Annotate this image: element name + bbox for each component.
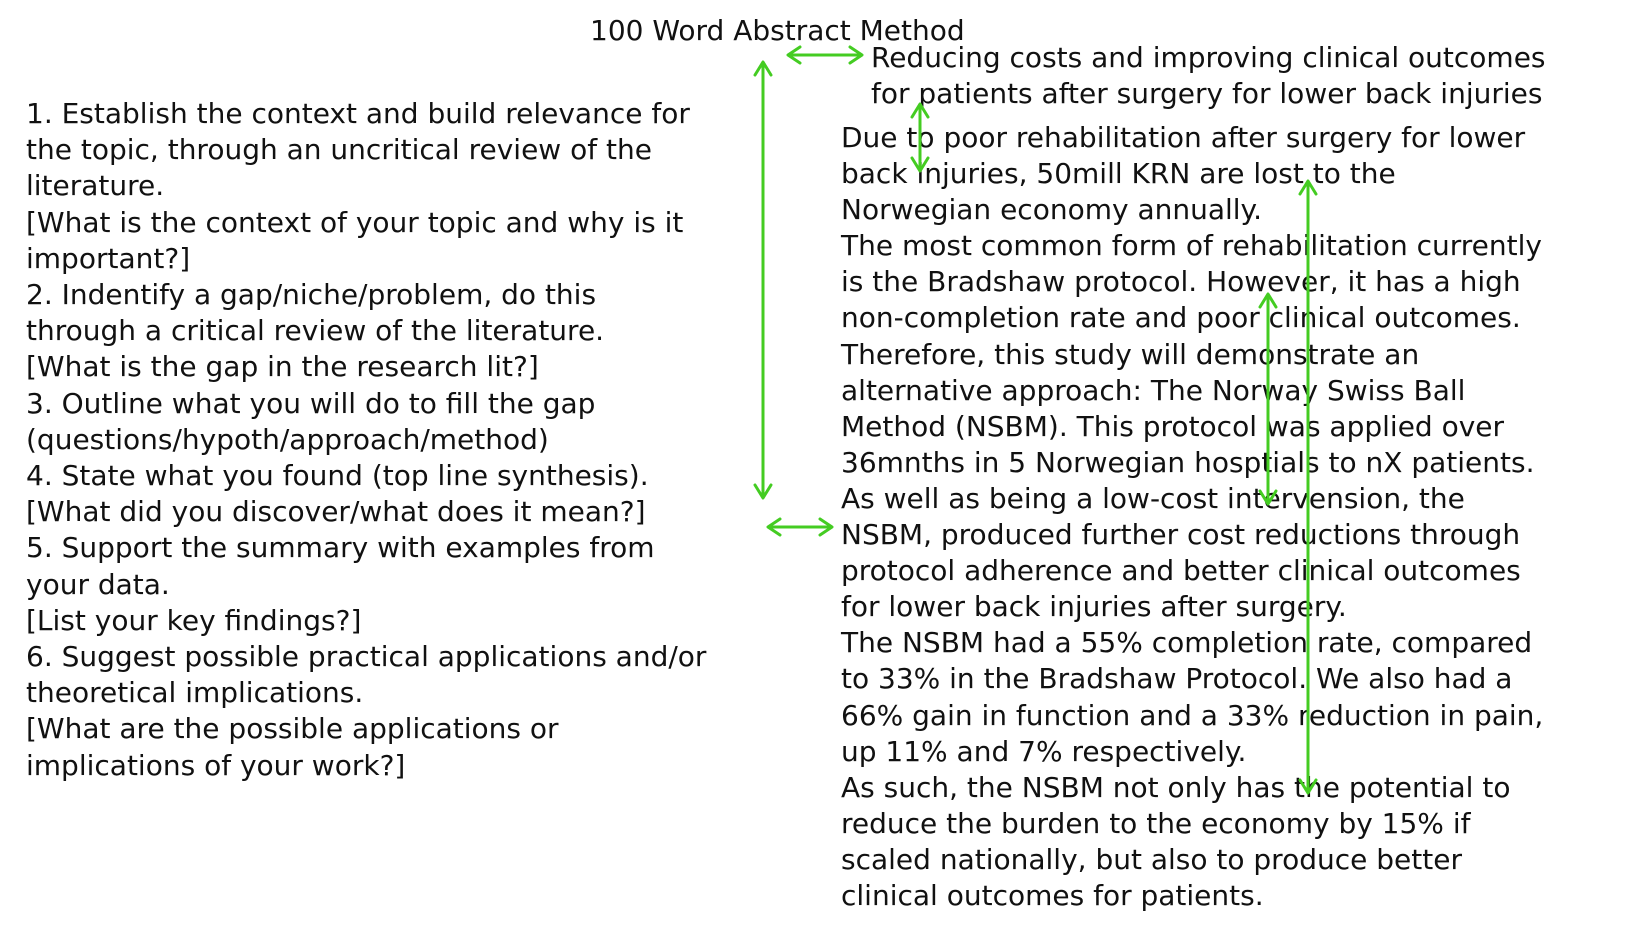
method-step-line: [List your key findings?] [26, 603, 362, 637]
example-body-line: 36mnths in 5 Norwegian hosptials to nX patients. [841, 445, 1535, 479]
method-step-line: through a critical review of the literature. [26, 314, 605, 348]
method-step-line: 3. Outline what you will do to fill the gap [26, 386, 596, 420]
example-abstract-title [871, 40, 1546, 111]
example-abstract-body [841, 120, 1543, 914]
method-step-line: [What are the possible applications or [26, 712, 559, 746]
method-step-line: 1. Establish the context and build relevance for [26, 97, 690, 130]
example-body-line: Therefore, this study will demonstrate an [841, 337, 1420, 371]
example-body-line: to 33% in the Bradshaw Protocol. We also had a [841, 662, 1513, 696]
method-step-line: implications of your work?] [26, 748, 406, 782]
example-body-line: The most common form of rehabilitation currently [841, 229, 1542, 263]
example-body-line: 66% gain in function and a 33% reduction in pain, [841, 698, 1544, 732]
example-body-line: Method (NSBM). This protocol was applied over [841, 409, 1505, 443]
method-step-line: [What is the context of your topic and why is it [26, 205, 684, 239]
example-body-line: clinical outcomes for patients. [841, 878, 1264, 912]
example-body-line: non-completion rate and poor clinical outcomes. [841, 301, 1521, 335]
arrow-left-to-right-body [768, 519, 832, 535]
arrow-title-to-example-title [788, 47, 862, 63]
method-step-line: 2. Indentify a gap/niche/problem, do this [26, 278, 597, 312]
example-body-line: Norwegian economy annually. [841, 193, 1263, 227]
method-step-line: theoretical implications. [26, 676, 364, 710]
method-step-line: your data. [26, 567, 170, 601]
example-title-line: for patients after surgery for lower back injuries [871, 76, 1543, 110]
example-body-line: Due to poor rehabilitation after surgery for lower [841, 121, 1526, 154]
method-step-line: the topic, through an uncritical review of the [26, 133, 652, 167]
method-step-line: [What is the gap in the research lit?] [26, 350, 539, 384]
example-title-line: Reducing costs and improving clinical outcomes [871, 41, 1546, 74]
method-step-line: (questions/hypoth/approach/method) [26, 422, 549, 456]
example-body-line: for lower back injuries after surgery. [841, 590, 1347, 624]
example-body-line: As well as being a low-cost intervension, the [841, 481, 1465, 515]
example-body-line: is the Bradshaw protocol. However, it has a high [841, 265, 1521, 299]
example-body-line: protocol adherence and better clinical outcomes [841, 554, 1521, 588]
example-body-line: up 11% and 7% respectively. [841, 734, 1247, 768]
method-step-line: 6. Suggest possible practical applications and/or [26, 640, 707, 674]
method-step-line: 4. State what you found (top line synthesis). [26, 459, 649, 493]
method-step-line: literature. [26, 169, 165, 203]
example-body-line: As such, the NSBM not only has the potential to [841, 770, 1511, 804]
method-step-line: 5. Support the summary with examples from [26, 531, 655, 565]
page-title: 100 Word Abstract Method [590, 14, 965, 47]
example-body-line: alternative approach: The Norway Swiss Ball [841, 373, 1466, 407]
example-body-line: back injuries, 50mill KRN are lost to the [841, 157, 1396, 191]
method-step-line: [What did you discover/what does it mean?] [26, 495, 646, 529]
method-step-line: important?] [26, 241, 191, 275]
example-body-line: The NSBM had a 55% completion rate, compared [841, 626, 1533, 660]
example-body-line: NSBM, produced further cost reductions through [841, 518, 1521, 552]
example-body-line: scaled nationally, but also to produce better [841, 842, 1462, 876]
arrow-left-column-span [755, 62, 771, 498]
example-body-line: reduce the burden to the economy by 15% if [841, 806, 1471, 840]
method-steps-list [26, 96, 706, 784]
